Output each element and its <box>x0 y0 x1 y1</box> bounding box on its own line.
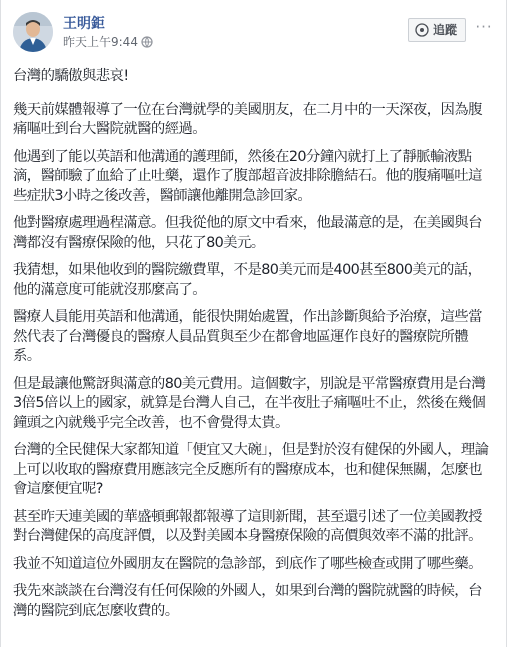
post-paragraph: 台灣的驕傲與悲哀! <box>13 68 129 84</box>
post-paragraph: 他遇到了能以英語和他溝通的護理師，然後在20分鐘內就打上了靜脈輸液點滴，醫師驗了血給了止吐藥，還作了腹部超音波排除膽結石。他的腹痛嘔吐這些症狀3小時之後改善，醫師讓他離開急診回家。 <box>13 148 482 204</box>
post-paragraph: 幾天前媒體報導了一位在台灣就學的美國朋友，在二月中的一天深夜，因為腹痛嘔吐到台大醫院就醫的經過。 <box>13 101 482 137</box>
post-body <box>13 67 491 629</box>
follow-label: 追蹤 <box>432 23 457 37</box>
post-paragraph: 我先來談談在台灣沒有任何保險的外國人，如果到台灣的醫院就醫的時候，台灣的醫院到底怎麼收費的。 <box>13 583 482 619</box>
follow-button[interactable] <box>408 18 466 42</box>
globe-icon <box>141 36 153 51</box>
avatar-photo <box>13 12 53 52</box>
more-options-icon[interactable]: ··· <box>475 18 493 36</box>
post-timestamp[interactable]: 昨天上午9:44 <box>63 35 138 49</box>
post-paragraph: 我猜想，如果他收到的醫院繳費單，不是80美元而是400甚至800美元的話，他的滿意度可能就沒那麼高了。 <box>13 262 482 298</box>
post-paragraph: 台灣的全民健保大家都知道「便宜又大碗」，但是對於沒有健保的外國人，理論上可以收取的醫療費用應該完全反應所有的醫療成本，也和健保無關，怎麼也會這麼便宜呢? <box>13 442 489 497</box>
post-paragraph: 我並不知道這位外國朋友在醫院的急診部，到底作了哪些檢查或開了哪些藥。 <box>13 555 482 572</box>
follow-icon <box>415 22 429 44</box>
author-name[interactable]: 王明鉅 <box>63 16 105 32</box>
author-avatar[interactable] <box>13 12 53 52</box>
post-paragraph: 甚至昨天連美國的華盛頓郵報都報導了這則新聞，甚至還引述了一位美國教授對台灣健保的高度評價，以及對美國本身醫療保險的高價與效率不滿的批評。 <box>13 508 482 544</box>
post-header <box>13 12 494 56</box>
post-paragraph: 他對醫療處理過程滿意。但我從他的原文中看來，他最滿意的是，在美國與台灣都沒有醫療保險的他，只花了80美元。 <box>13 215 482 251</box>
post-paragraph: 醫療人員能用英語和他溝通，能很快開始處置，作出診斷與給予治療，這些當然代表了台灣優良的醫療人員品質與至少在都會地區運作良好的醫療院所體系。 <box>13 309 482 364</box>
post-paragraph: 但是最讓他驚訝與滿意的80美元費用。這個數字，別說是平常醫療費用是台灣3倍5倍以上的國家，就算是台灣人自己，在半夜肚子痛嘔吐不止，然後在幾個鐘頭之內就幾乎完全改善，也不會覺得太貴。 <box>13 375 486 431</box>
post-meta <box>63 35 153 51</box>
